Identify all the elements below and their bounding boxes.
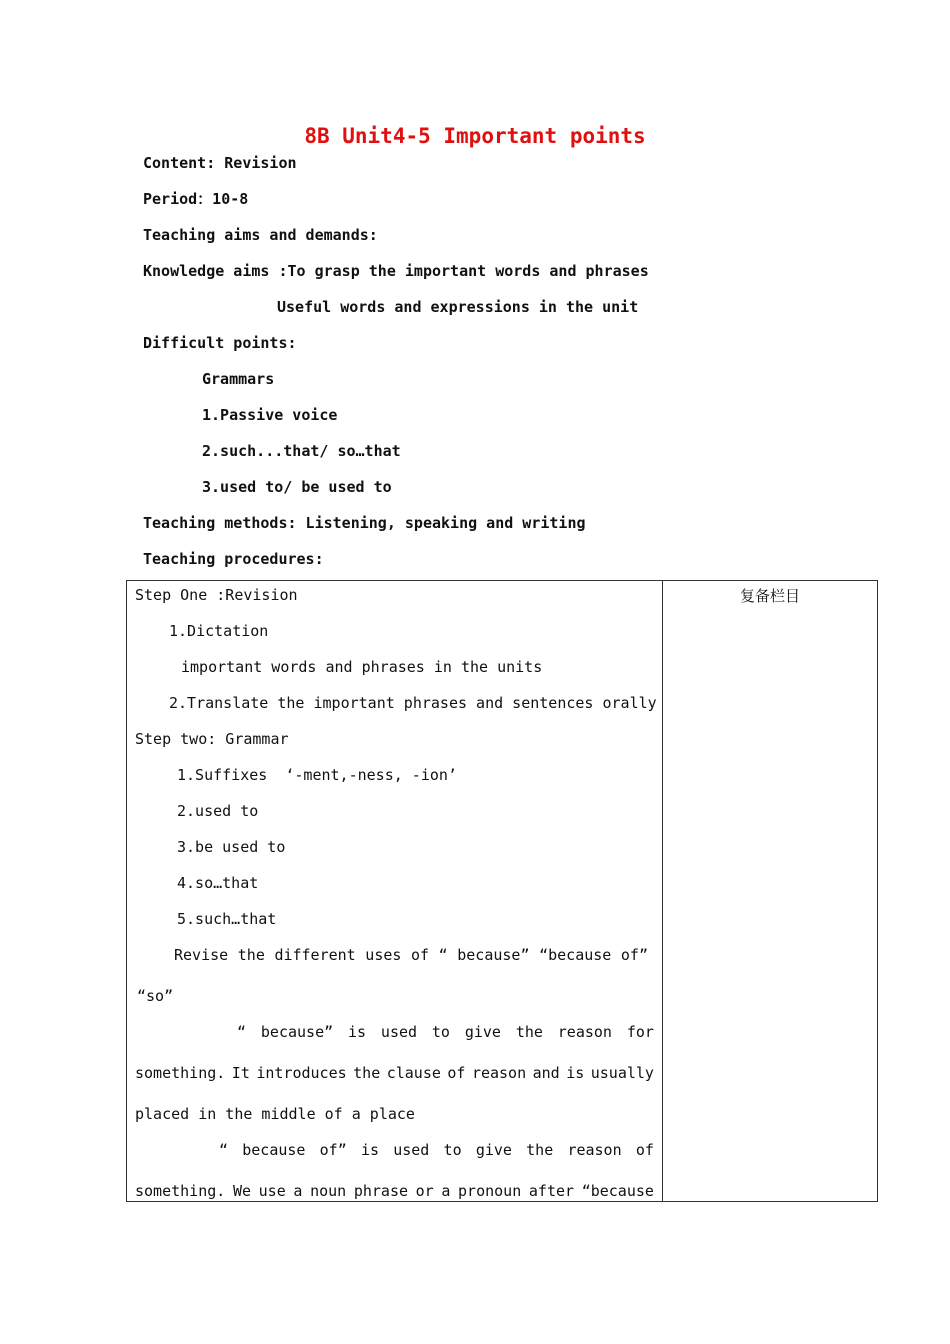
noun-phrase-line — [135, 1182, 654, 1200]
word: something. — [135, 1064, 226, 1082]
word: used — [380, 1023, 418, 1041]
word: used — [393, 1141, 430, 1159]
word: a — [441, 1182, 451, 1200]
because-line — [237, 1023, 654, 1041]
word: “ — [438, 946, 448, 964]
so-line: “so” — [137, 987, 174, 1005]
word: “ — [237, 1023, 247, 1041]
word: reason — [471, 1064, 527, 1082]
difficult-points-heading: Difficult points: — [143, 334, 297, 352]
grammar-item-3: 3.be used to — [177, 838, 286, 856]
word: different — [274, 946, 356, 964]
word: pronoun — [458, 1182, 522, 1200]
period-line: Period：10-8 — [143, 190, 249, 208]
word: reason — [567, 1141, 622, 1159]
useful-words-line: Useful words and expressions in the unit — [277, 298, 639, 316]
word: because” — [260, 1023, 334, 1041]
word: because — [242, 1141, 306, 1159]
word: and — [532, 1064, 560, 1082]
word: give — [464, 1023, 501, 1041]
word: to — [443, 1141, 462, 1159]
revision-notes-header: 复备栏目 — [739, 587, 800, 605]
grammar-item-1: 1.Suffixes ‘-ment,-ness, -ion’ — [177, 766, 457, 784]
word: the — [515, 1023, 543, 1041]
word: of — [411, 946, 430, 964]
because-of-line — [219, 1141, 654, 1159]
revise-line — [174, 946, 648, 964]
grammar-item-5: 5.such…that — [177, 910, 277, 928]
word: is — [348, 1023, 367, 1041]
grammar-item-2: 2.used to — [177, 802, 259, 820]
word: “because — [581, 1182, 654, 1200]
word: something. — [135, 1182, 226, 1200]
grammars-label: Grammars — [202, 370, 275, 388]
word: for — [626, 1023, 654, 1041]
point-1: 1.Passive voice — [202, 406, 338, 424]
knowledge-aims-line: Knowledge aims :To grasp the important words and phrases — [143, 262, 649, 280]
dictation-item: 1.Dictation — [169, 622, 269, 640]
word: It — [231, 1064, 250, 1082]
translate-item: 2.Translate the important phrases and sentences orally — [169, 694, 657, 712]
word: a — [293, 1182, 303, 1200]
document-title: 8B Unit4-5 Important points — [304, 124, 646, 148]
word: introduces — [256, 1064, 347, 1082]
step-one-heading: Step One :Revision — [135, 586, 298, 604]
word: use — [258, 1182, 286, 1200]
word: phrase — [353, 1182, 409, 1200]
revision-notes-cell — [663, 581, 878, 1202]
word: “ — [219, 1141, 229, 1159]
word: of” — [319, 1141, 347, 1159]
word: the — [237, 946, 265, 964]
placed-line: placed in the middle of a place — [135, 1105, 415, 1123]
word: is — [360, 1141, 380, 1159]
word: the — [353, 1064, 381, 1082]
procedures-table — [126, 580, 878, 1202]
aims-heading: Teaching aims and demands: — [143, 226, 378, 244]
word: noun — [310, 1182, 347, 1200]
word: or — [415, 1182, 434, 1200]
point-2: 2.such...that/ so…that — [202, 442, 401, 460]
word: of” — [620, 946, 648, 964]
something-line — [135, 1064, 654, 1082]
word: give — [475, 1141, 512, 1159]
word: of — [635, 1141, 654, 1159]
grammar-item-4: 4.so…that — [177, 874, 259, 892]
procedures-heading: Teaching procedures: — [143, 550, 324, 568]
word: usually — [590, 1064, 654, 1082]
word: reason — [557, 1023, 612, 1041]
point-3: 3.used to/ be used to — [202, 478, 392, 496]
word: Revise — [174, 946, 229, 964]
word: is — [566, 1064, 585, 1082]
word: of — [447, 1064, 466, 1082]
procedures-cell — [127, 581, 663, 1202]
word: We — [232, 1182, 252, 1200]
word: because” — [457, 946, 530, 964]
content-line: Content: Revision — [143, 154, 297, 172]
word: “because — [539, 946, 612, 964]
word: uses — [365, 946, 402, 964]
important-words-line: important words and phrases in the units — [181, 658, 543, 676]
word: after — [528, 1182, 575, 1200]
word: to — [431, 1023, 450, 1041]
word: clause — [386, 1064, 441, 1082]
step-two-heading: Step two: Grammar — [135, 730, 289, 748]
methods-line: Teaching methods: Listening, speaking and writing — [143, 514, 586, 532]
word: the — [526, 1141, 554, 1159]
